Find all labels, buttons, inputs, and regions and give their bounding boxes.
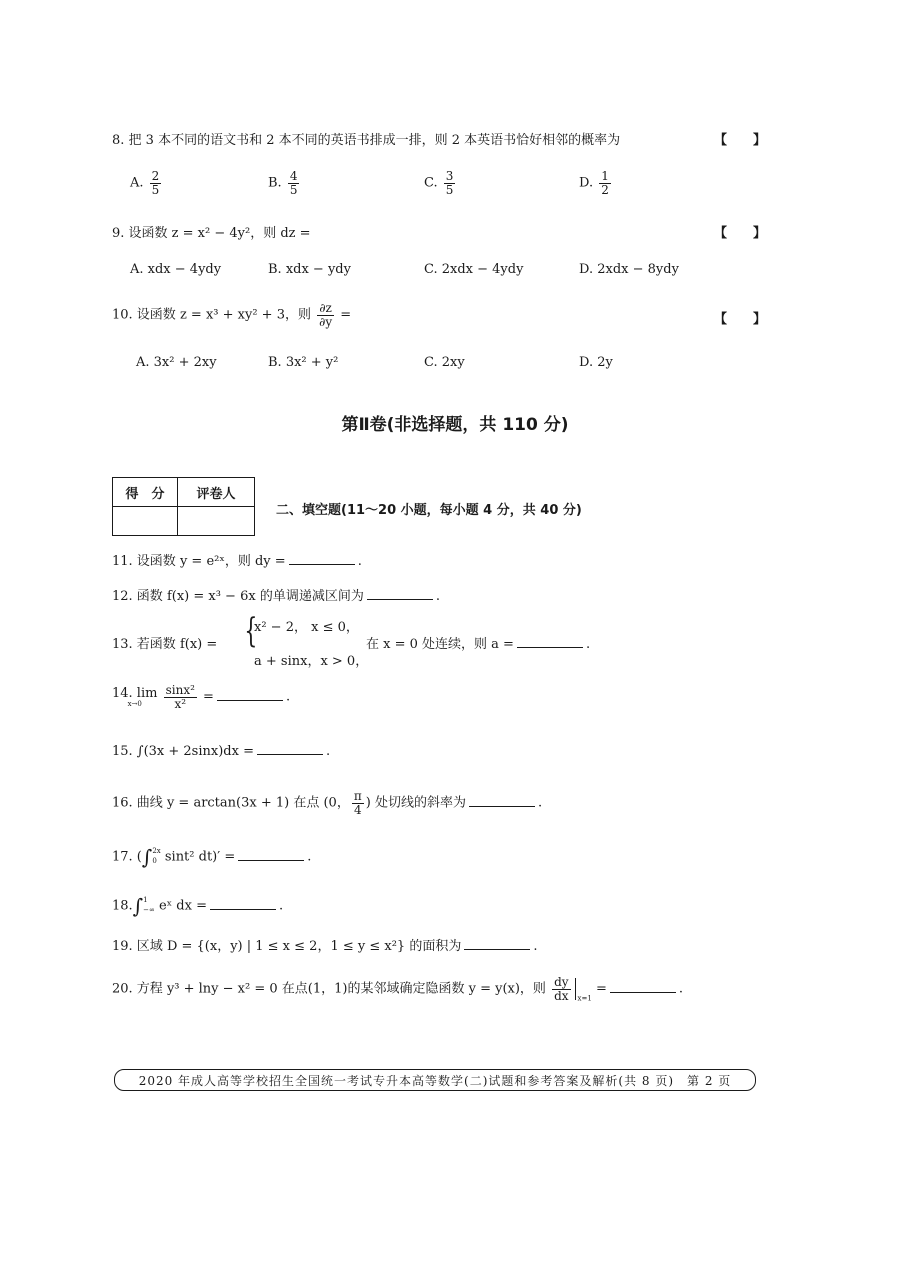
answer-blank xyxy=(257,744,323,755)
grader-cell xyxy=(178,507,255,536)
piecewise-case-1: x² − 2， x ≤ 0， xyxy=(254,620,359,635)
brace: { xyxy=(244,611,258,651)
answer-blank xyxy=(464,939,530,950)
question-8 xyxy=(112,129,620,148)
score-cell xyxy=(113,507,178,536)
answer-blank xyxy=(238,850,304,861)
question-16: 16. 曲线 y = arctan(3x + 1) 在点 (0， $\frac{\pi}{4}$ ) 处切线的斜率为 . xyxy=(112,789,543,817)
answer-blank xyxy=(610,982,676,993)
question-11: 11. 设函数 y = e²ˣ，则 dy = . xyxy=(112,554,362,569)
question-15: 15. ∫(3x + 2sinx)dx = . xyxy=(112,744,331,759)
section-title: 第Ⅱ卷(非选择题，共 110 分) xyxy=(341,415,569,435)
fraction: $\frac{dy}{dx}$ xyxy=(554,975,569,1003)
page-footer xyxy=(114,1069,756,1091)
fraction: $\frac{\text{sinx²}}{\text{x²}}$ xyxy=(165,683,195,711)
answer-blank xyxy=(217,690,283,701)
option-9d: D. 2xdx − 8ydy xyxy=(579,262,679,277)
answer-blank xyxy=(469,796,535,807)
question-9: 9. 设函数 z = x² − 4y²，则 dz = xyxy=(112,226,311,241)
question-8-text: 8. 把 3 本不同的语文书和 2 本不同的英语书排成一排，则 2 本英语书恰好相邻的概率为 xyxy=(112,133,621,148)
option-10a: A. 3x² + 2xy xyxy=(136,355,217,370)
fraction: $\frac{3}{5}$ xyxy=(445,169,454,197)
grader-header: 评卷人 xyxy=(178,478,255,507)
question-18: 18.∫ 1 −∞ eˣ dx = . xyxy=(112,894,284,918)
fill-section-title: 二、填空题(11～20 小题，每小题 4 分，共 40 分) xyxy=(276,503,582,518)
question-13-suffix: 在 x = 0 处连续，则 a = . xyxy=(366,637,591,652)
answer-bracket-9: 【 】 xyxy=(714,226,767,241)
answer-blank xyxy=(210,899,276,910)
question-14: 14. lim x→0 $\frac{\text{sinx²}}{\text{x²}}$ = . xyxy=(112,683,291,711)
option-10d: D. 2y xyxy=(579,355,613,370)
fraction: $\frac{\partial z}{\partial y}$ xyxy=(319,301,333,329)
answer-blank xyxy=(289,554,355,565)
question-19: 19. 区域 D = {(x，y) | 1 ≤ x ≤ 2，1 ≤ y ≤ x²} 的面积为 . xyxy=(112,939,538,954)
question-12: 12. 函数 f(x) = x³ − 6x 的单调递减区间为 . xyxy=(112,589,440,604)
option-8d: D. $\frac{1}{2}$ xyxy=(579,169,609,197)
option-10c: C. 2xy xyxy=(424,355,465,370)
option-10b: B. 3x² + y² xyxy=(268,355,339,370)
option-9a: A. xdx − 4ydy xyxy=(130,262,222,277)
answer-bracket-8: 【 】 xyxy=(714,133,767,148)
piecewise-case-2: a + sinx，x > 0， xyxy=(254,654,369,669)
score-header: 得 分 xyxy=(113,478,178,507)
option-9b: B. xdx − ydy xyxy=(268,262,351,277)
footer-text: 2020 年成人高等学校招生全国统一考试专升本高等数学(二)试题和参考答案及解析(共 8 页) 第 2 页 xyxy=(138,1073,732,1088)
question-13: 13. 若函数 f(x) = xyxy=(112,637,218,652)
option-9c: C. 2xdx − 4ydy xyxy=(424,262,524,277)
question-10: 10. 设函数 z = x³ + xy² + 3，则 $\frac{\partial z}{\partial y}$ = xyxy=(112,301,352,329)
option-8a: A. $\frac{2}{5}$ xyxy=(130,169,160,197)
fraction: $\frac{1}{2}$ xyxy=(601,169,609,197)
option-8c: C. $\frac{3}{5}$ xyxy=(424,169,454,197)
question-20: 20. 方程 y³ + lny − x² = 0 在点(1，1)的某邻域确定隐函数 y = y(x)，则 $\frac{dy}{dx}$ $_{x=1}$ = . xyxy=(112,975,684,1003)
fraction: $\frac{\pi}{4}$ xyxy=(353,789,362,817)
answer-blank xyxy=(517,637,583,648)
score-table xyxy=(112,477,255,536)
fraction: $\frac{4}{5}$ xyxy=(289,169,298,197)
answer-bracket-10: 【 】 xyxy=(714,312,767,327)
answer-blank xyxy=(367,589,433,600)
fraction: $\frac{2}{5}$ xyxy=(151,169,160,197)
question-17: 17. (∫ 2x 0 sint² dt)′ = . xyxy=(112,845,312,869)
option-8b: B. $\frac{4}{5}$ xyxy=(268,169,298,197)
